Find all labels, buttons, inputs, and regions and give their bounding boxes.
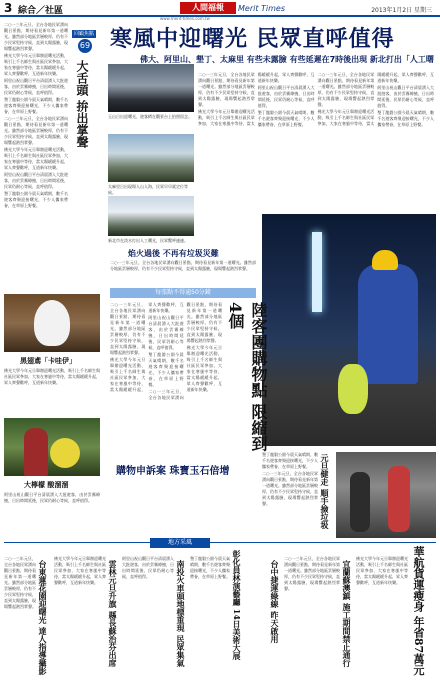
paragraph: 二○一三年元旦，全台各地民眾湧向觀日景點，期待看見新年第一道曙光。雖然部分地區雲層較厚，仍有不少民眾堅持守候，直到太陽露臉，現場響起熱烈掌聲。 [110,260,256,271]
local-text-3 [122,556,174,680]
section-label: 綜合／社區 [18,6,64,16]
paragraph: 二○一三年元旦，全台各地民眾湧向觀日景點，期待看見新年第一道曙光。雖然部分地區雲層較厚，仍有不少民眾堅持守候，直到太陽露臉，現場響起熱烈掌聲。 [148,302,222,400]
paragraph: 墾丁龍磐公園今晨天氣晴朗，數千名遊客齊聚迎接曙光，不少人攜家帶眷，在草原上野餐。 [4,191,68,208]
local-text-6 [356,556,408,680]
fireworks-title: 焰火過後 不再有垃圾災難 [128,249,219,258]
paragraph: 阿里山祝山觀日平台清晨湧入大批遊客，由於雲霧繚繞，日出時間延後，民眾仍耐心等候，直呼值得。 [4,78,68,95]
section-divider [4,542,436,543]
local-item-4: 彰化員林演藝廳 14日美術大展 [232,550,242,660]
page-header [0,0,440,17]
local-text-4 [190,556,230,680]
shopping-banner: 每張點不得逾50分鐘 [110,288,256,298]
shopping-vertical-title: 陸客團購物點 限縮到4個 [226,302,268,452]
sunrise-photo-3 [108,196,194,236]
lemon-photo [4,418,100,476]
paragraph: 阿里山祝山觀日平台清晨湧入大批遊客，由於雲霧繚繞，日出時間延後，民眾仍耐心等候，直呼值得。 [377,85,434,108]
paragraph: 二○一三年元旦，全台各地民眾湧向觀日景點，期待看見新年第一道曙光。雖然部分地區雲層較厚，仍有不少民眾堅持守候，直到太陽露臉，現場響起熱烈掌聲。 [4,116,68,145]
tower-shape [312,232,322,312]
paragraph: 二○一三年元旦，全台各地民眾湧向觀日景點，期待看見新年第一道曙光。雖然部分地區雲層較厚，仍有不少民眾堅持守候，直到太陽露臉，現場響起熱烈掌聲。 [198,72,255,107]
issue-date: 2013年1月2日 星期三 [371,7,432,14]
paragraph: 二○一三年元旦，全台各地民眾湧向觀日景點，期待看見新年第一道曙光。雖然部分地區雲層較厚，仍有不少民眾堅持守候，直到太陽露臉，現場響起熱烈掌聲。 [317,72,375,107]
paragraph: 墾丁龍磐公園今晨天氣晴朗，數千名遊客齊聚迎接曙光，不少人攜家帶眷，在草原上野餐。 [377,110,434,127]
paragraph: 佛光大學今年元旦舉辦迎曙光活動，吸引上千名師生與社區民眾參加，大家在寒風中等待，當太陽緩緩升起，眾人齊聲歡呼，互道新年快樂。 [198,72,315,126]
paragraph: 阿里山祝山觀日平台清晨湧入大批遊客，由於雲霧繚繞，日出時間延後，民眾仍耐心等候，直呼值得。 [257,85,315,108]
right-upper-text [198,72,434,212]
owl-body [34,300,70,346]
main-headline: 寒風中迎曙光 民眾直呼值得 [110,26,395,52]
photo-caption-2: 太麻里日出現場人山人海，民眾早早就定位等候。 [108,184,188,195]
sunrise-photo-2 [108,134,194,182]
walker-2 [388,466,410,532]
trash-bag [338,364,368,414]
paragraph: 佛光大學今年元旦舉辦迎曙光活動，吸引上千名師生與社區民眾參加，大家在寒風中等待，當太陽緩緩升起，眾人齊聲歡呼，互道新年快樂。 [54,556,106,585]
paragraph: 墾丁龍磐公園今晨天氣晴朗，數千名遊客齊聚迎接曙光，不少人攜家帶眷，在草原上野餐。 [4,97,68,114]
person-shape [24,428,48,476]
badge-number: 69 [78,39,92,53]
owl-text [4,368,100,414]
paragraph: 墾丁龍磐公園今晨天氣晴朗，數千名遊客齊聚迎接曙光，不少人攜家帶眷，在草原上野餐。 [148,352,184,387]
paragraph: 佛光大學今年元旦舉辦迎曙光活動，吸引上千名師生與社區民眾參加，大家在寒風中等待，當太陽緩緩升起，眾人齊聲歡呼，互道新年快樂。 [356,556,408,585]
paragraph: 阿里山祝山觀日平台清晨湧入大批遊客，由於雲霧繚繞，日出時間延後，民眾仍耐心等候，直呼值得。 [4,492,100,503]
cleanup-volunteer [358,264,418,384]
paragraph: 墾丁龍磐公園今晨天氣晴朗，數千名遊客齊聚迎接曙光，不少人攜家帶眷，在草原上野餐。 [262,452,318,469]
shopping-text [110,302,222,452]
paragraph: 佛光大學今年元旦舉辦迎曙光活動，吸引上千名師生與社區民眾參加，大家在寒風中等待，當太陽緩緩升起，眾人齊聲歡呼，互道新年快樂。 [317,72,434,126]
brand-english: Merit Times [238,4,286,13]
cleanup-photo [336,452,436,538]
feature-vertical-title: 大舌頭 拚出掌聲 [75,60,89,149]
left-column-text [4,22,68,292]
shopping-subtitle: 購物申訴案 珠寶玉石倍增 [116,466,230,477]
website-url: www.merit-times.com.tw [160,16,210,21]
local-text-5 [284,556,340,680]
page-number: 3 [4,1,13,15]
walker-1 [350,472,370,532]
local-item-6: 宜蘭蘇澳鎮 施工期間禁止通行 [342,560,352,667]
paragraph: 二○一三年元旦，全台各地民眾湧向觀日景點，期待看見新年第一道曙光。雖然部分地區雲層較厚，仍有不少民眾堅持守候，直到太陽露臉，現場響起熱烈掌聲。 [110,302,146,355]
paragraph: 佛光大學今年元旦舉辦迎曙光活動，吸引上千名師生與社區民眾參加，大家在寒風中等待，當太陽緩緩升起，眾人齊聲歡呼，互道新年快樂。 [4,368,100,385]
paragraph: 二○一三年元旦，全台各地民眾湧向觀日景點，期待看見新年第一道曙光。雖然部分地區雲層較厚，仍有不少民眾堅持守候，直到太陽露臉，現場響起熱烈掌聲。 [262,471,318,506]
local-item-3: 南投火車頭地標重現 民眾集氣 [176,560,186,667]
paragraph: 墾丁龍磐公園今晨天氣晴朗，數千名遊客齊聚迎接曙光，不少人攜家帶眷，在草原上野餐。 [190,556,230,579]
paragraph: 佛光大學今年元旦舉辦迎曙光活動，吸引上千名師生與社區民眾參加，大家在寒風中等待，當太陽緩緩升起，眾人齊聲歡呼，互道新年快樂。 [186,345,222,392]
local-item-7: 華航貨運瘦身 年省87萬元 [412,546,425,676]
owl-photo [4,294,100,352]
badge-label: 回顧焦點 [73,31,94,37]
paragraph: 阿里山祝山觀日平台清晨湧入大批遊客，由於雲霧繚繞，日出時間延後，民眾仍耐心等候，直呼值得。 [4,172,68,189]
lemon-fruit [50,438,80,468]
sunrise-photo-1 [108,64,194,112]
cleanup-vertical-title: 元旦健走 順手撿垃圾 [320,454,330,529]
local-banner: 地方采風 [150,538,210,548]
helmet-shape [372,250,398,270]
paragraph: 墾丁龍磐公園今晨天氣晴朗，數千名遊客齊聚迎接曙光，不少人攜家帶眷，在草原上野餐。 [257,110,315,127]
feature-badge [72,30,102,52]
paragraph: 佛光大學今年元旦舉辦迎曙光活動，吸引上千名師生與社區民眾參加，大家在寒風中等待，當太陽緩緩升起，眾人齊聲歡呼，互道新年快樂。 [4,147,68,170]
photo-caption-3: 新北市在淡水打出人工曙光，民眾驚呼連連。 [108,238,188,243]
paragraph: 阿里山祝山觀日平台清晨湧入大批遊客，由於雲霧繚繞，日出時間延後，民眾仍耐心等候，直呼值得。 [148,315,184,350]
owl-title: 黑翅鳶「卡哇伊」 [20,357,76,365]
paragraph: 二○一三年元旦，全台各地民眾湧向觀日景點，期待看見新年第一道曙光。雖然部分地區雲層較厚，仍有不少民眾堅持守候，直到太陽露臉，現場響起熱烈掌聲。 [284,556,340,591]
brand-logo: 人間福報 [180,2,236,14]
paragraph: 二○一三年元旦，全台各地民眾湧向觀日景點，期待看見新年第一道曙光。雖然部分地區雲層較厚，仍有不少民眾堅持守候，直到太陽露臉，現場響起熱烈掌聲。 [4,556,36,609]
local-text-1 [4,556,36,680]
main-subheadline: 佛大、阿里山、墾丁、太麻里 有些未露臉 有些延遲在7時後出現 新北打出「人工曙 [140,55,434,64]
fireworks-text [110,260,256,286]
paragraph: 佛光大學今年元旦舉辦迎曙光活動，吸引上千名師生與社區民眾參加，大家在寒風中等待，當太陽緩緩升起，眾人齊聲歡呼，互道新年快樂。 [110,302,184,392]
local-item-1: 台東蓮花園迎曙光 達人指導攝影 [38,560,48,675]
lemon-text [4,492,100,514]
photo-caption-1: 玉山日出迎曙光，遊客擠在觀景台上拍照留念。 [108,114,192,119]
local-item-2: 雲林元旦升旗 縣長蘇治芬出席 [108,560,118,667]
paragraph: 佛光大學今年元旦舉辦迎曙光活動，吸引上千名師生與社區民眾參加，大家在寒風中等待，當太陽緩緩升起，眾人齊聲歡呼，互道新年快樂。 [4,53,68,76]
cleanup-text [262,452,318,532]
paragraph: 二○一三年元旦，全台各地民眾湧向觀日景點，期待看見新年第一道曙光。雖然部分地區雲層較厚，仍有不少民眾堅持守候，直到太陽露臉，現場響起熱烈掌聲。 [4,22,68,51]
paragraph: 阿里山祝山觀日平台清晨湧入大批遊客，由於雲霧繚繞，日出時間延後，民眾仍耐心等候，直呼值得。 [122,556,174,579]
local-text-2 [54,556,106,680]
lemon-title: 大檸檬 酸溜溜 [24,481,69,489]
taipei101-photo [262,214,436,446]
local-item-5: 台中捷運綠線 昨天啟用 [270,560,280,643]
